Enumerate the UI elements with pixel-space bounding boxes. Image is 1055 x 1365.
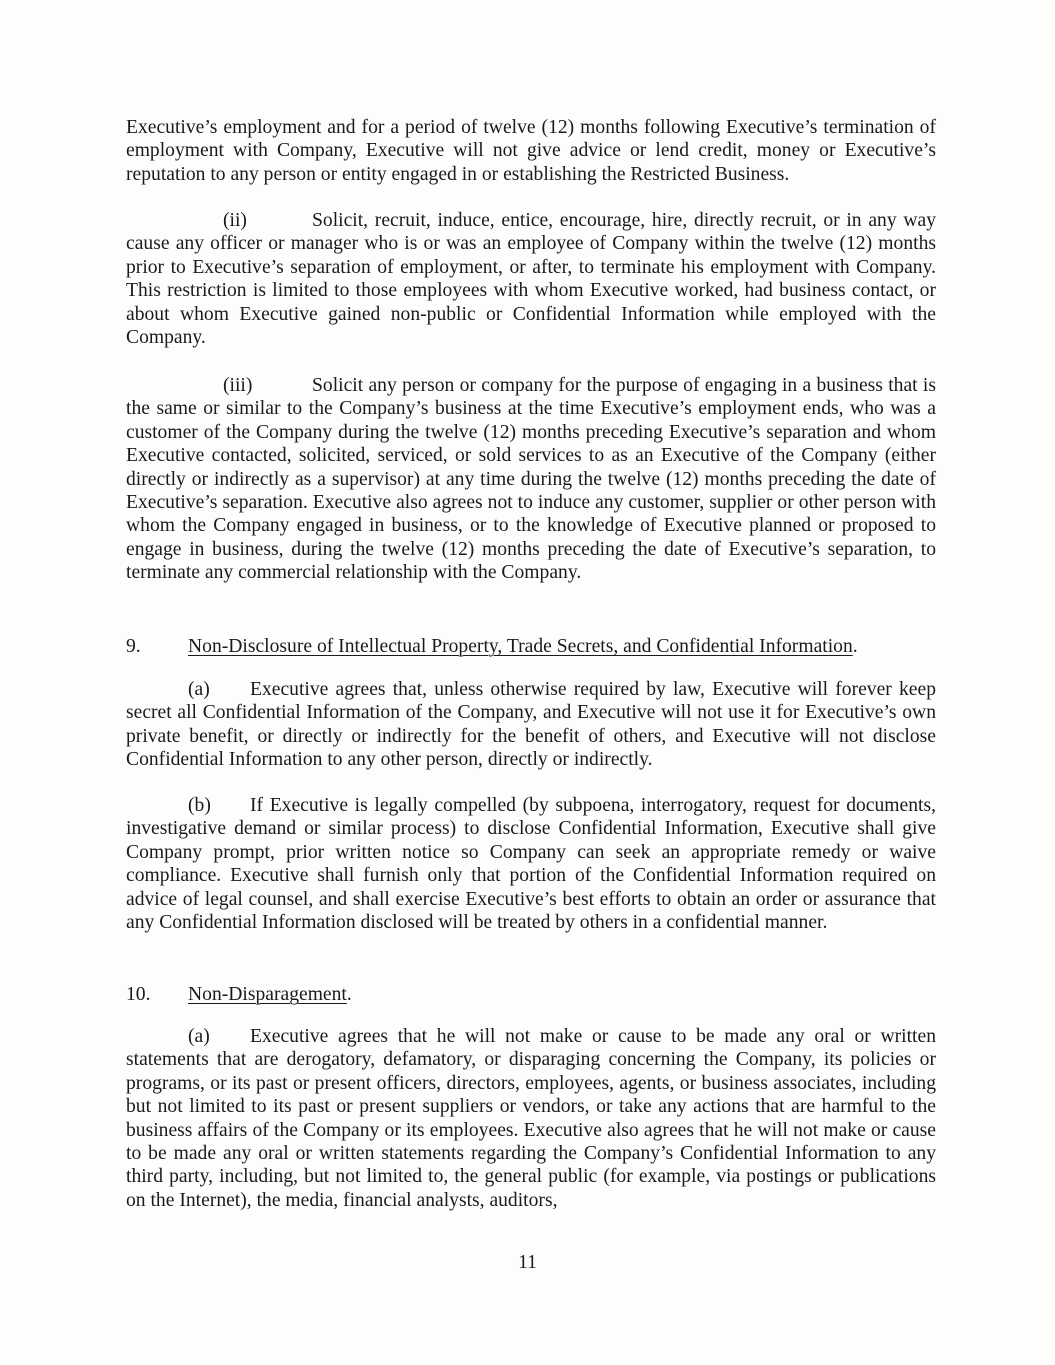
clause-ii-text: Solicit, recruit, induce, entice, encourage, hire, directly recruit, or in any way cause any officer or manager who is or was an employee of Company within the twelve (12) months prior to Executive’s separation of employment, or after, to terminate his employment with Company. This restriction is limited to those employees with whom Executive worked, had business contact, or about whom Executive gained non-public or Confidential Information while employed with the Company. (126, 210, 936, 349)
section-10-title-period: . (346, 984, 352, 1005)
section-10-title: Non-Disparagement (188, 984, 347, 1005)
section-10-number: 10. (126, 984, 151, 1005)
section-9-heading (126, 635, 936, 658)
clause-iii-marker: (iii) (223, 375, 253, 396)
section-9a-marker: (a) (188, 679, 210, 700)
clause-iii-paragraph (126, 374, 936, 585)
continuation-paragraph: Executive’s employment and for a period of twelve (12) months following Executive’s termination of employment with Company, Executive will not give advice or lend credit, money or Executive’s reputation to any person or entity engaged in or establishing the Restricted Business. (126, 117, 936, 185)
section-10a-paragraph (126, 1025, 936, 1212)
section-10a-text: Executive agrees that he will not make or cause to be made any oral or written statements that are derogatory, defamatory, or disparaging concerning the Company, its policies or programs, or its past or present officers, directors, employees, agents, or business associates, including but not limited to its past or present suppliers or vendors, or take any actions that are harmful to the business affairs of the Company or its employees. Executive also agrees that he will not make or cause to be made any oral or written statements regarding the Company’s Confidential Information to any third party, including, but not limited to, the general public (for example, via postings or publications on the Internet), the media, financial analysts, auditors, (126, 1026, 936, 1211)
section-9-number: 9. (126, 636, 141, 657)
clause-iii-text: Solicit any person or company for the purpose of engaging in a business that is the same or similar to the Company’s business at the time Executive’s employment ends, who was a customer of the Company during the twelve (12) months preceding Executive’s separation and whom Executive contacted, solicited, serviced, or sold services to as an Executive of the Company (either directly or indirectly as a supervisor) at any time during the twelve (12) months preceding the date of Executive’s separation. Executive also agrees not to induce any customer, supplier or other person with whom the Company engaged in business, or to the knowledge of Executive planned or proposed to engage in business, during the twelve (12) months preceding the date of Executive’s separation, to terminate any commercial relationship with the Company. (126, 375, 936, 584)
section-9b-marker: (b) (188, 795, 211, 816)
section-9a-text: Executive agrees that, unless otherwise required by law, Executive will forever keep secret all Confidential Information of the Company, and Executive will not use it for Executive’s own private benefit, or directly or indirectly for the benefit of others, and Executive will not disclose Confidential Information to any other person, directly or indirectly. (126, 679, 936, 771)
section-10a-marker: (a) (188, 1026, 210, 1047)
section-10-heading (126, 983, 936, 1006)
page-number: 11 (518, 1252, 537, 1273)
clause-ii-paragraph (126, 209, 936, 349)
section-9b-paragraph (126, 794, 936, 934)
section-9-title-period: . (852, 636, 858, 657)
section-9a-paragraph (126, 678, 936, 772)
section-9b-text: If Executive is legally compelled (by subpoena, interrogatory, request for documents, investigative demand or similar process) to disclose Confidential Information, Executive shall give Company prompt, prior written notice so Company can seek an appropriate remedy or waive compliance. Executive shall furnish only that portion of the Confidential Information required on advice of legal counsel, and shall exercise Executive’s best efforts to obtain an order or assurance that any Confidential Information disclosed will be treated by others in a confidential manner. (126, 795, 936, 934)
clause-ii-marker: (ii) (223, 210, 247, 231)
section-9-title: Non-Disclosure of Intellectual Property, Trade Secrets, and Confidential Information (188, 636, 853, 657)
